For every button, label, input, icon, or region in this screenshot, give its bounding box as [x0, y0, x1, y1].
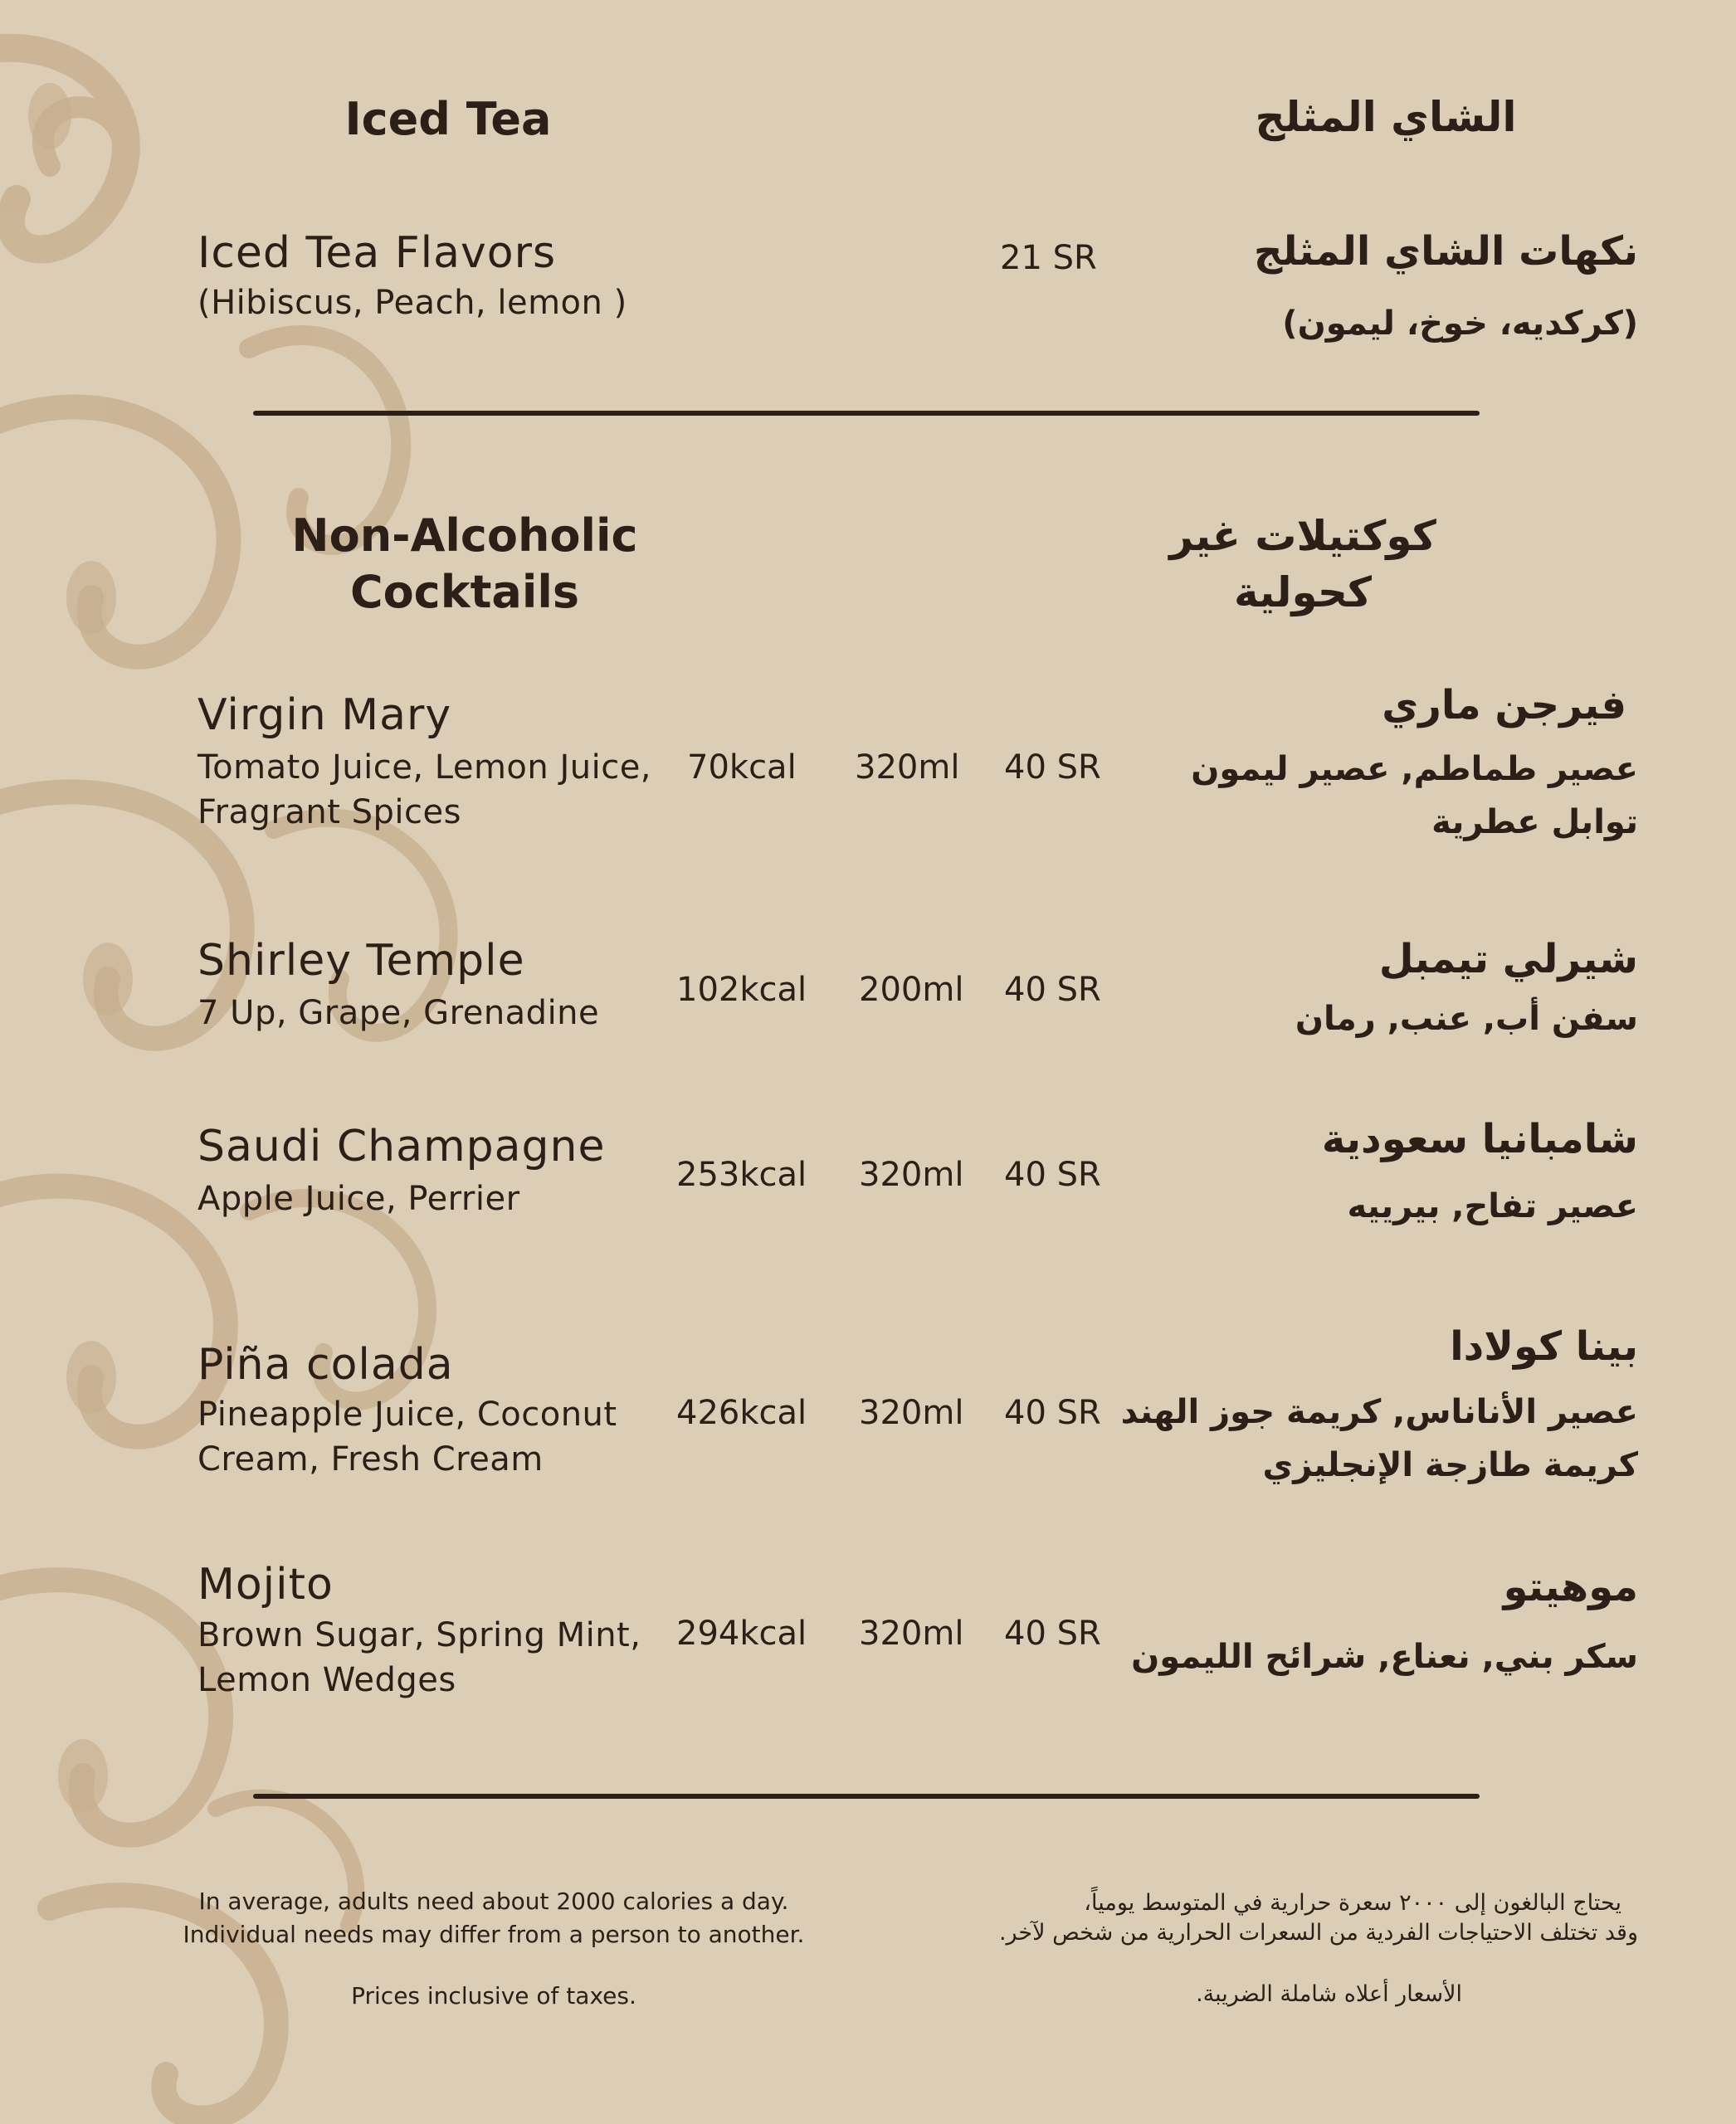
menu-item-volume: 320ml	[855, 748, 960, 787]
cocktails-title-en	[249, 508, 680, 621]
iced-tea-item-name-ar: نكهات الشاي المثلج	[1253, 228, 1638, 275]
section-divider-bottom	[253, 1794, 1480, 1799]
menu-item-name-en: Mojito	[197, 1560, 334, 1610]
menu-item-desc-ar-line2: توابل عطرية	[1431, 803, 1638, 841]
menu-item-name-en: Shirley Temple	[197, 936, 525, 986]
iced-tea-item-desc-ar: (كركديه، خوخ، ليمون)	[1282, 304, 1638, 343]
section-divider-top	[253, 411, 1480, 416]
menu-item-desc-en-line2: Fragrant Spices	[197, 793, 461, 831]
menu-item-price: 40 SR	[1004, 971, 1101, 1009]
menu-item-name-en: Virgin Mary	[197, 690, 452, 740]
menu-item-desc-ar	[1131, 1630, 1638, 1683]
menu-item-volume: 320ml	[859, 1394, 964, 1432]
menu-item-volume: 200ml	[859, 971, 964, 1009]
menu-item-name-ar: شيرلي تيمبل	[1378, 936, 1638, 982]
menu-item-desc-en	[197, 991, 599, 1035]
menu-item-desc-en-line1: Apple Juice, Perrier	[197, 1180, 520, 1218]
iced-tea-title-en: Iced Tea	[344, 93, 552, 145]
calorie-notice-ar-line2: وقد تختلف الاحتياجات الفردية من السعرات الحرارية من شخص لآخر.	[998, 1920, 1638, 1946]
menu-item-kcal: 70kcal	[687, 748, 797, 787]
cocktails-title-en-line1: Non-Alcoholic	[291, 509, 638, 562]
menu-item-desc-ar-line1: سفن أب, عنب, رمان	[1295, 1000, 1638, 1038]
menu-item-desc-ar	[1191, 743, 1638, 849]
menu-item-name-ar: شامبانيا سعودية	[1321, 1116, 1638, 1162]
menu-item-desc-en	[197, 1613, 641, 1703]
menu-item-desc-en	[197, 1176, 520, 1221]
cocktails-title-ar-line2: كحولية	[1234, 568, 1372, 616]
tax-notice-en: Prices inclusive of taxes.	[351, 1982, 636, 2010]
calorie-notice-en	[166, 1885, 822, 1951]
menu-item-price: 40 SR	[1004, 1394, 1101, 1432]
iced-tea-item-price: 21 SR	[1000, 239, 1097, 277]
menu-item-desc-en	[197, 745, 651, 835]
menu-item-kcal: 426kcal	[676, 1394, 807, 1432]
menu-item-name-ar: بينا كولادا	[1450, 1323, 1638, 1370]
menu-item-desc-en	[197, 1392, 617, 1482]
menu-item-desc-en-line1: Tomato Juice, Lemon Juice,	[197, 748, 652, 787]
menu-item-volume: 320ml	[859, 1156, 964, 1194]
menu-item-desc-ar-line1: عصير تفاح, بيرييه	[1347, 1187, 1638, 1225]
calorie-notice-ar-line1: يحتاج البالغون إلى ٢٠٠٠ سعرة حرارية في المتوسط يومياً،	[1084, 1890, 1621, 1916]
iced-tea-item-name-en: Iced Tea Flavors	[197, 228, 557, 278]
menu-item-name-ar: موهيتو	[1503, 1564, 1638, 1610]
calorie-notice-en-line2: Individual needs may differ from a person to another.	[183, 1921, 805, 1948]
menu-item-desc-en-line1: Pineapple Juice, Coconut	[197, 1396, 617, 1434]
menu-item-volume: 320ml	[859, 1615, 964, 1653]
tax-notice-ar: الأسعار أعلاه شاملة الضريبة.	[1196, 1981, 1462, 2007]
menu-item-desc-ar	[1121, 1386, 1638, 1492]
iced-tea-item-desc-en: (Hibiscus, Peach, lemon )	[197, 284, 627, 322]
menu-item-desc-ar-line1: عصير الأناناس, كريمة جوز الهند	[1120, 1393, 1638, 1431]
iced-tea-title-ar: الشاي المثلج	[1255, 93, 1517, 141]
menu-item-desc-en-line2: Lemon Wedges	[197, 1661, 456, 1699]
menu-item-name-en: Saudi Champagne	[197, 1122, 606, 1172]
menu-item-desc-en-line1: Brown Sugar, Spring Mint,	[197, 1616, 641, 1654]
menu-item-desc-ar-line2: كريمة طازجة الإنجليزي	[1262, 1446, 1638, 1484]
cocktails-title-en-line2: Cocktails	[349, 566, 580, 618]
menu-item-kcal: 294kcal	[676, 1615, 807, 1653]
menu-item-price: 40 SR	[1004, 748, 1101, 787]
calorie-notice-ar	[999, 1888, 1638, 1948]
menu-item-desc-ar	[1348, 1180, 1639, 1233]
menu-item-price: 40 SR	[1004, 1615, 1101, 1653]
cocktails-title-ar-line1: كوكتيلات غير	[1169, 512, 1436, 560]
calorie-notice-en-line1: In average, adults need about 2000 calories a day.	[198, 1888, 789, 1915]
menu-item-name-ar: فيرجن ماري	[1382, 682, 1626, 728]
menu-item-desc-ar-line1: عصير طماطم, عصير ليمون	[1191, 750, 1638, 788]
menu-item-kcal: 102kcal	[676, 971, 807, 1009]
menu-item-desc-ar	[1295, 992, 1638, 1045]
menu-item-desc-en-line1: 7 Up, Grape, Grenadine	[197, 994, 600, 1032]
menu-item-desc-en-line2: Cream, Fresh Cream	[197, 1440, 544, 1479]
cocktails-title-ar	[1129, 508, 1477, 621]
menu-item-desc-ar-line1: سكر بني, نعناع, شرائح الليمون	[1131, 1638, 1638, 1676]
menu-item-name-en: Piña colada	[197, 1340, 454, 1390]
menu-item-kcal: 253kcal	[676, 1156, 807, 1194]
menu-item-price: 40 SR	[1004, 1156, 1101, 1194]
